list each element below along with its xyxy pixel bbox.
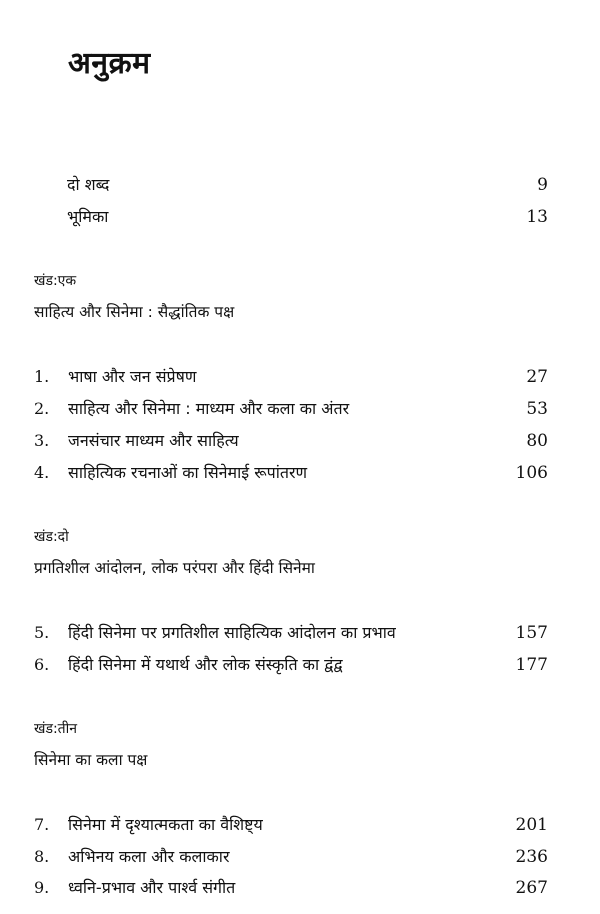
section-title: सिनेमा का कला पक्ष — [34, 751, 148, 769]
chapter-title: भाषा और जन संप्रेषण — [68, 367, 197, 386]
chapter-number: 4. — [34, 463, 50, 482]
chapter-page: 80 — [526, 431, 548, 451]
chapter-number: 2. — [34, 399, 50, 418]
chapter-title: ध्वनि-प्रभाव और पार्श्व संगीत — [68, 878, 236, 897]
toc-entry-chapter-3[interactable] — [34, 428, 548, 454]
chapter-number: 6. — [34, 655, 50, 674]
chapter-title: साहित्यिक रचनाओं का सिनेमाई रूपांतरण — [68, 463, 308, 482]
toc-entry-chapter-9[interactable] — [34, 875, 548, 901]
chapter-number: 5. — [34, 623, 50, 642]
toc-entry-page: 9 — [537, 175, 548, 195]
toc-entry-chapter-6[interactable] — [34, 652, 548, 678]
chapter-page: 27 — [526, 367, 548, 387]
chapter-page: 157 — [515, 623, 548, 643]
toc-entry-page: 13 — [526, 207, 548, 227]
chapter-title: हिंदी सिनेमा में यथार्थ और लोक संस्कृति का द्वंद्व — [68, 655, 343, 674]
toc-entry-preface[interactable] — [67, 172, 548, 198]
toc-entry-chapter-8[interactable] — [34, 844, 548, 870]
toc-entry-chapter-1[interactable] — [34, 364, 548, 390]
toc-entry-chapter-7[interactable] — [34, 812, 548, 838]
chapter-title: हिंदी सिनेमा पर प्रगतिशील साहित्यिक आंदोलन का प्रभाव — [68, 623, 396, 642]
section-label: खंड:दो — [34, 529, 69, 545]
toc-entry-label: भूमिका — [67, 207, 109, 226]
section-label: खंड:एक — [34, 273, 77, 289]
toc-entry-chapter-4[interactable] — [34, 460, 548, 486]
chapter-number: 9. — [34, 878, 50, 897]
toc-entry-chapter-2[interactable] — [34, 396, 548, 422]
chapter-number: 7. — [34, 815, 50, 834]
chapter-title: जनसंचार माध्यम और साहित्य — [68, 431, 239, 450]
page-title: अनुक्रम — [68, 46, 151, 81]
section-title: साहित्य और सिनेमा : सैद्धांतिक पक्ष — [34, 303, 235, 321]
chapter-title: सिनेमा में दृश्यात्मकता का वैशिष्ट्य — [68, 815, 263, 834]
section-label: खंड:तीन — [34, 721, 78, 737]
chapter-number: 3. — [34, 431, 50, 450]
chapter-page: 236 — [515, 847, 548, 867]
chapter-page: 177 — [515, 655, 548, 675]
chapter-number: 8. — [34, 847, 50, 866]
toc-entry-chapter-5[interactable] — [34, 620, 548, 646]
chapter-number: 1. — [34, 367, 50, 386]
chapter-title: अभिनय कला और कलाकार — [68, 847, 230, 866]
toc-entry-label: दो शब्द — [67, 175, 110, 194]
chapter-page: 201 — [515, 815, 548, 835]
chapter-page: 53 — [526, 399, 548, 419]
toc-entry-introduction[interactable] — [67, 204, 548, 230]
section-title: प्रगतिशील आंदोलन, लोक परंपरा और हिंदी सिनेमा — [34, 559, 315, 577]
chapter-page: 267 — [515, 878, 548, 898]
chapter-page: 106 — [515, 463, 548, 483]
chapter-title: साहित्य और सिनेमा : माध्यम और कला का अंतर — [68, 399, 350, 418]
